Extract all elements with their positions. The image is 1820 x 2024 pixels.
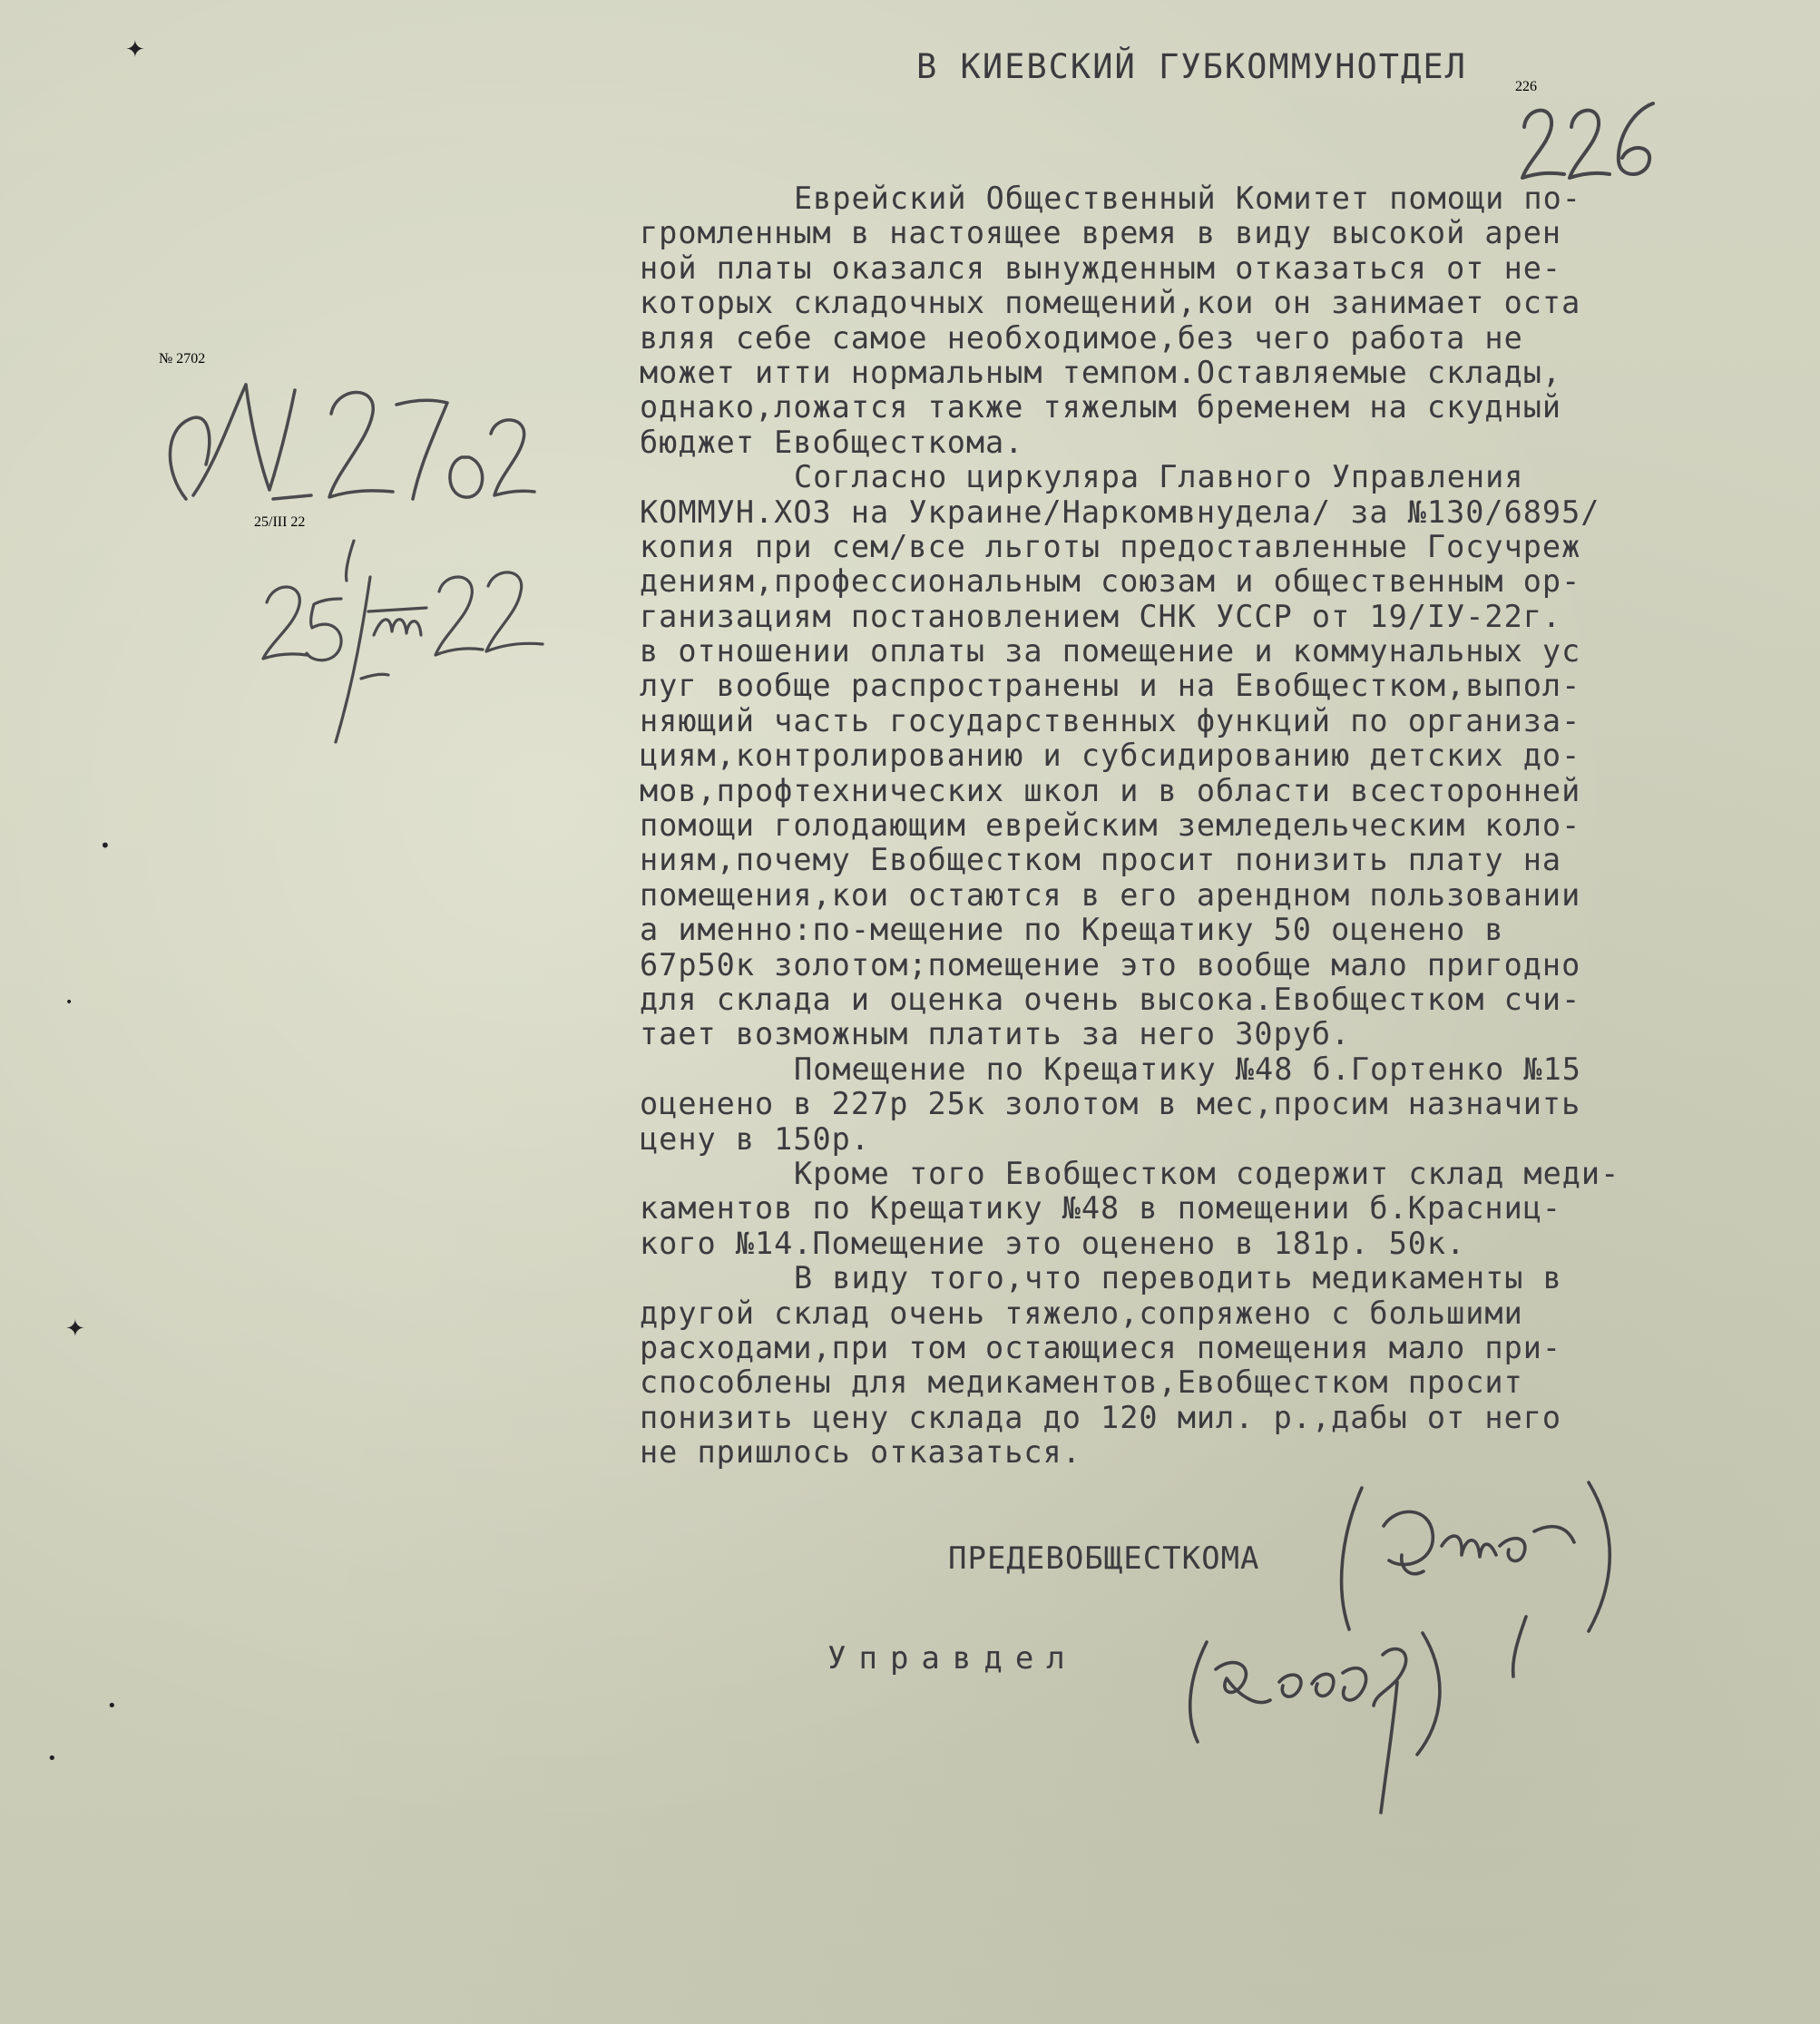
body-line: КОММУН.ХОЗ на Украине/Наркомвнудела/ за №130/6895/ xyxy=(640,494,1600,530)
body-line: каментов по Крещатику №48 в помещении б.Красниц- xyxy=(640,1190,1562,1227)
body-line: няющий часть государственных функций по организа- xyxy=(640,702,1581,738)
body-line: бюджет Евобщесткома. xyxy=(640,424,1024,460)
punch-mark-icon: • xyxy=(100,835,111,856)
body-line: другой склад очень тяжело,сопряжено с большими xyxy=(640,1295,1523,1331)
body-line: цену в 150р. xyxy=(640,1120,871,1157)
document-heading: В КИЕВСКИЙ ГУБКОММУНОТДЕЛ xyxy=(916,47,1467,86)
administrator-signature-label: Управдел xyxy=(827,1640,1078,1677)
handwritten-registration-number xyxy=(159,351,540,517)
body-line: копия при сем/все льготы предоставленные Госучреж xyxy=(640,528,1581,564)
body-line: Помещение по Крещатику №48 б.Гортенко №15 xyxy=(794,1051,1581,1087)
punch-mark-icon: ✦ xyxy=(125,36,145,64)
administrator-signature-icon xyxy=(1179,1606,1570,1824)
body-line: Кроме того Евобщестком содержит склад меди- xyxy=(794,1155,1620,1191)
registration-date-text: 25/III 22 xyxy=(254,514,306,530)
body-line: для склада и оценка очень высока.Евобщестком счи- xyxy=(640,981,1581,1017)
body-line: ниям,почему Евобщестком просит понизить плату на xyxy=(640,842,1562,878)
body-line: вляя себе самое необходимое,без чего работа не xyxy=(640,319,1523,356)
body-line: ной платы оказался вынужденным отказаться от не- xyxy=(640,249,1562,286)
body-line: луг вообще распространены и на Евобщестком,выпол- xyxy=(640,668,1581,704)
body-line: способлены для медикаментов,Евобщестком просит xyxy=(640,1364,1523,1401)
body-line: понизить цену склада до 120 мил. р.,дабы от него xyxy=(640,1399,1562,1435)
body-line: не пришлось отказаться. xyxy=(640,1434,1081,1471)
body-line: помощи голодающим еврейским земледельческим коло- xyxy=(640,807,1581,844)
body-line: которых складочных помещений,кои он занимает оста xyxy=(640,285,1581,321)
body-line: расходами,при том остающиеся помещения мало при- xyxy=(640,1329,1562,1365)
body-line: тает возможным платить за него 30руб. xyxy=(640,1016,1351,1052)
registration-number-text: № 2702 xyxy=(159,351,206,367)
body-line: может итти нормальным темпом.Оставляемые склады, xyxy=(640,354,1562,390)
body-line: циям,контролированию и субсидированию детских до- xyxy=(640,738,1581,774)
body-line: а именно:по-мещение по Крещатику 50 оценено в xyxy=(640,912,1504,948)
body-line: Еврейский Общественный Комитет помощи по- xyxy=(794,181,1581,216)
body-line: оценено в 227р 25к золотом в мес,просим назначить xyxy=(640,1086,1581,1122)
punch-mark-icon: • xyxy=(47,1749,57,1768)
body-line: Согласно циркуляра Главного Управления xyxy=(794,459,1524,495)
body-line: в отношении оплаты за помещение и коммунальных ус xyxy=(640,633,1581,670)
body-line: ганизациям постановлением СНК УССР от 19/IУ-22г. xyxy=(640,598,1562,634)
punch-mark-icon: ✦ xyxy=(65,1315,85,1343)
punch-mark-icon: • xyxy=(65,995,73,1010)
page-number-text: 226 xyxy=(1515,79,1537,94)
body-line: мов,профтехнических школ и в области всесторонней xyxy=(640,772,1581,808)
letter-body xyxy=(640,181,1810,1470)
body-line: В виду того,что переводить медикаменты в xyxy=(794,1260,1562,1296)
handwritten-page-number xyxy=(1515,79,1669,191)
handwritten-registration-date xyxy=(254,514,553,753)
body-line: помещения,кои остаются в его арендном пользовании xyxy=(640,876,1581,913)
body-line: кого №14.Помещение это оценено в 181р. 50к. xyxy=(640,1225,1466,1261)
body-line: однако,ложатся также тяжелым бременем на скудный xyxy=(640,389,1562,425)
body-line: дениям,профессиональным союзам и общественным ор- xyxy=(640,563,1581,600)
punch-mark-icon: • xyxy=(107,1696,117,1716)
body-line: 67р50к золотом;помещение это вообще мало пригодно xyxy=(640,946,1581,983)
chairman-signature-label: ПРЕДЕВОБЩЕСТКОМА xyxy=(948,1540,1260,1577)
body-line: громленным в настоящее время в виду высокой арен xyxy=(640,215,1562,251)
